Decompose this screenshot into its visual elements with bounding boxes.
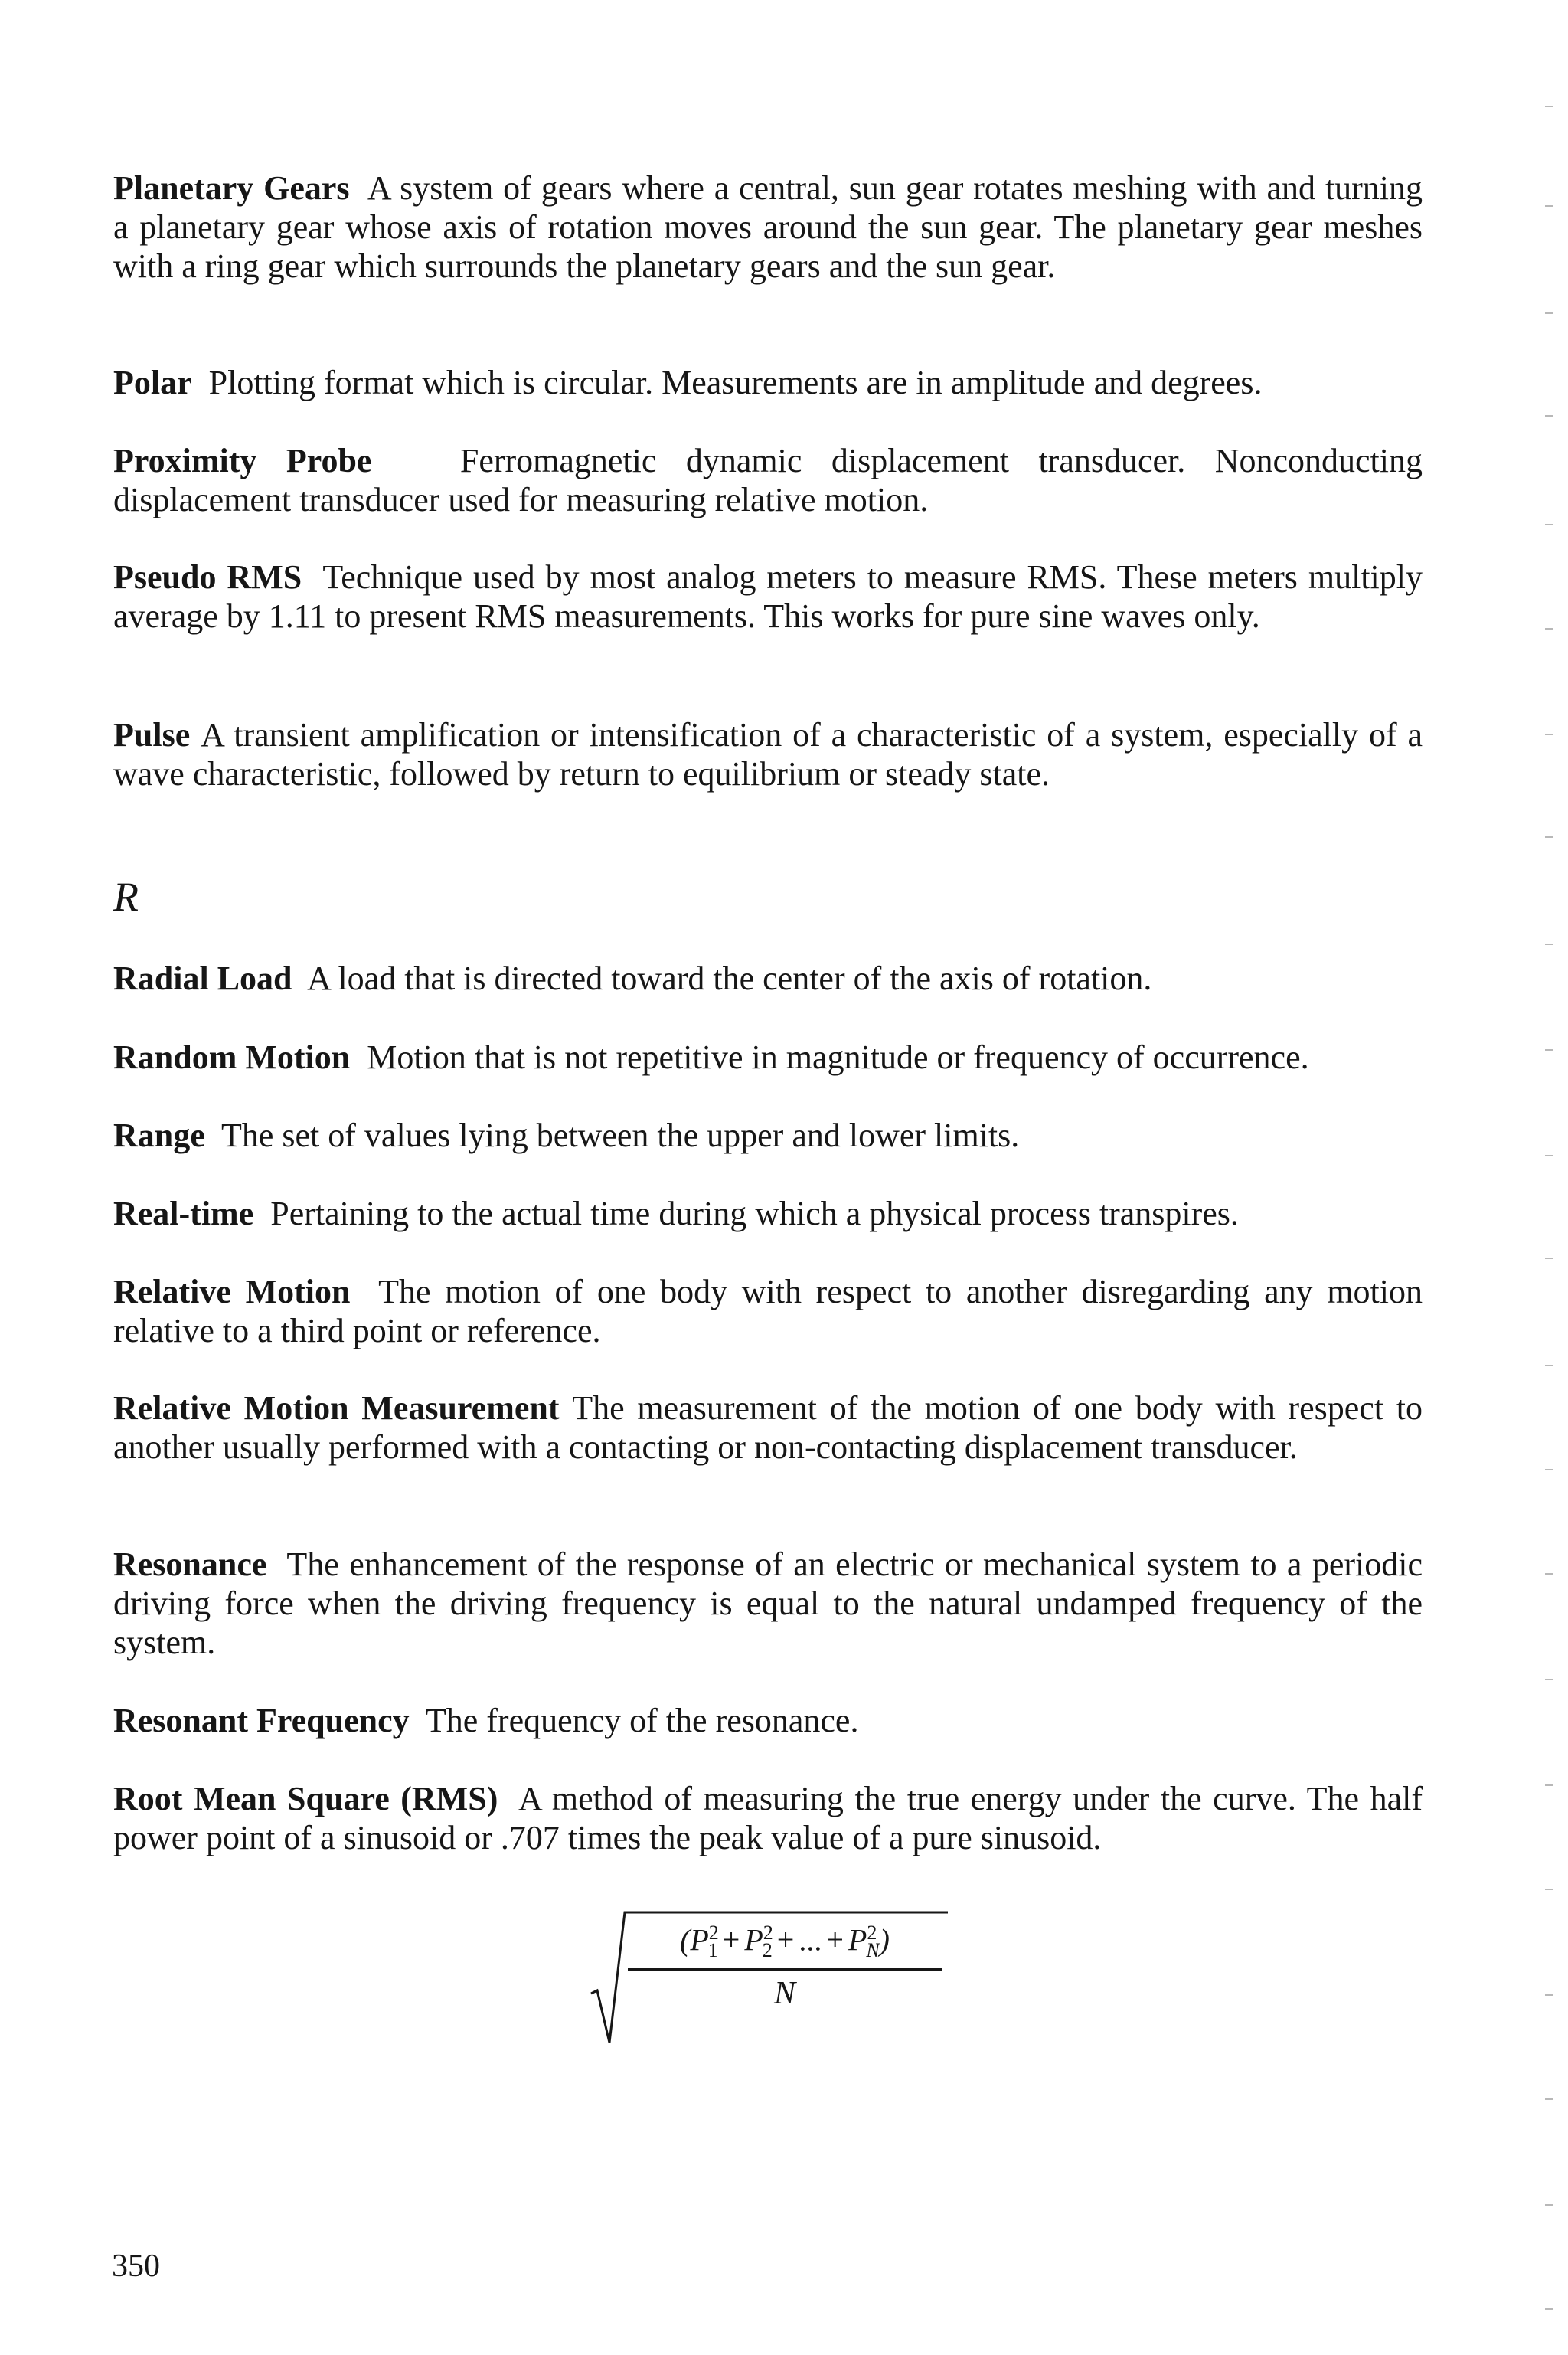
- entry-definition: The enhancement of the response of an electric or mechanical system to a periodic driving force when the driving frequency is equal to the natural undamped frequency of the system.: [113, 1545, 1423, 1661]
- entry-term: Resonance: [113, 1545, 267, 1583]
- entry-definition: A system of gears where a central, sun gear rotates meshing with and turning a planetary gear whose axis of rotation moves around the sun gear. The planetary gear meshes with a ring gear which surrounds the planetary gears and the sun gear.: [113, 169, 1423, 285]
- entry-term: Relative Motion Measurement: [113, 1389, 560, 1427]
- scan-mark: [1545, 734, 1553, 735]
- formula-numerator: ($P^2_1 + P^2_2$ + ... + $P^2_N$): [680, 1922, 890, 1962]
- glossary-entry: [113, 1272, 1423, 1350]
- scan-mark: [1545, 415, 1553, 417]
- scan-mark: [1545, 2308, 1553, 2310]
- entry-definition: Technique used by most analog meters to measure RMS. These meters multiply average by 1.11 to present RMS measurements. This works for pure sine waves only.: [113, 558, 1423, 635]
- entry-term: Pseudo RMS: [113, 558, 302, 596]
- scan-mark: [1545, 524, 1553, 525]
- scan-mark: [1545, 106, 1553, 107]
- scan-mark: [1545, 1784, 1553, 1786]
- entry-term: Real-time: [113, 1195, 254, 1232]
- scan-mark: [1545, 1049, 1553, 1051]
- scan-mark: [1545, 1469, 1553, 1470]
- scan-mark: [1545, 1679, 1553, 1680]
- glossary-entry: [113, 1779, 1423, 1857]
- scan-mark: [1545, 944, 1553, 945]
- glossary-entry: [113, 1701, 1423, 1740]
- rms-formula: [590, 1911, 949, 2049]
- glossary-entry: [113, 715, 1423, 793]
- entry-term: Radial Load: [113, 960, 292, 997]
- glossary-entry: [113, 168, 1423, 286]
- entry-definition: Motion that is not repetitive in magnitude or frequency of occurrence.: [367, 1038, 1309, 1076]
- entry-definition: Plotting format which is circular. Measurements are in amplitude and degrees.: [208, 364, 1263, 401]
- entry-definition: The frequency of the resonance.: [425, 1702, 859, 1739]
- section-letter: R: [113, 874, 139, 920]
- entry-term: Range: [113, 1117, 205, 1154]
- glossary-entry: [113, 1038, 1423, 1077]
- scan-mark: [1545, 1994, 1553, 1996]
- glossary-entry: [113, 1545, 1423, 1662]
- entry-term: Root Mean Square (RMS): [113, 1780, 498, 1817]
- scan-mark: [1545, 1155, 1553, 1156]
- entry-definition: Ferromagnetic dynamic displacement transducer. Nonconducting displacement transducer used for measuring relative motion.: [113, 442, 1423, 518]
- scan-mark: [1545, 1365, 1553, 1366]
- glossary-entry: [113, 441, 1423, 519]
- scan-mark: [1545, 2098, 1553, 2100]
- scan-mark: [1545, 1889, 1553, 1890]
- entry-definition: The set of values lying between the upper and lower limits.: [221, 1117, 1020, 1154]
- entry-definition: The measurement of the motion of one body with respect to another usually performed with a contacting or non-contacting displacement transducer.: [113, 1389, 1423, 1466]
- scan-mark: [1545, 2204, 1553, 2206]
- entry-term: Planetary Gears: [113, 169, 350, 207]
- entry-term: Relative Motion: [113, 1273, 351, 1310]
- glossary-entry: [113, 1388, 1423, 1467]
- glossary-entry: [113, 363, 1423, 402]
- scan-mark: [1545, 1573, 1553, 1575]
- glossary-entry: [113, 1116, 1423, 1155]
- entry-term: Resonant Frequency: [113, 1702, 410, 1739]
- scan-mark: [1545, 205, 1553, 207]
- entry-definition: The motion of one body with respect to another disregarding any motion relative to a third point or reference.: [113, 1273, 1423, 1349]
- fraction-bar: [628, 1968, 942, 1971]
- glossary-entry: [113, 1194, 1423, 1233]
- scan-mark: [1545, 1258, 1553, 1259]
- entry-definition: A transient amplification or intensification of a characteristic of a system, especially of a wave characteristic, followed by return to equilibrium or steady state.: [113, 716, 1423, 793]
- entry-term: Pulse: [113, 716, 191, 754]
- entry-term: Random Motion: [113, 1038, 351, 1076]
- scan-mark: [1545, 312, 1553, 314]
- entry-definition: Pertaining to the actual time during which a physical process transpires.: [270, 1195, 1239, 1232]
- scan-mark: [1545, 628, 1553, 630]
- entry-term: Polar: [113, 364, 192, 401]
- formula-denominator: N: [773, 1976, 795, 2011]
- entry-term: Proximity Probe: [113, 442, 372, 479]
- glossary-entry: [113, 959, 1423, 998]
- glossary-entry: [113, 558, 1423, 636]
- entry-definition: A load that is directed toward the center of the axis of rotation.: [307, 960, 1152, 997]
- scan-mark: [1545, 836, 1553, 838]
- page-number: 350: [112, 2249, 160, 2284]
- entry-definition: A method of measuring the true energy under the curve. The half power point of a sinusoid or .707 times the peak value of a pure sinusoid.: [113, 1780, 1423, 1856]
